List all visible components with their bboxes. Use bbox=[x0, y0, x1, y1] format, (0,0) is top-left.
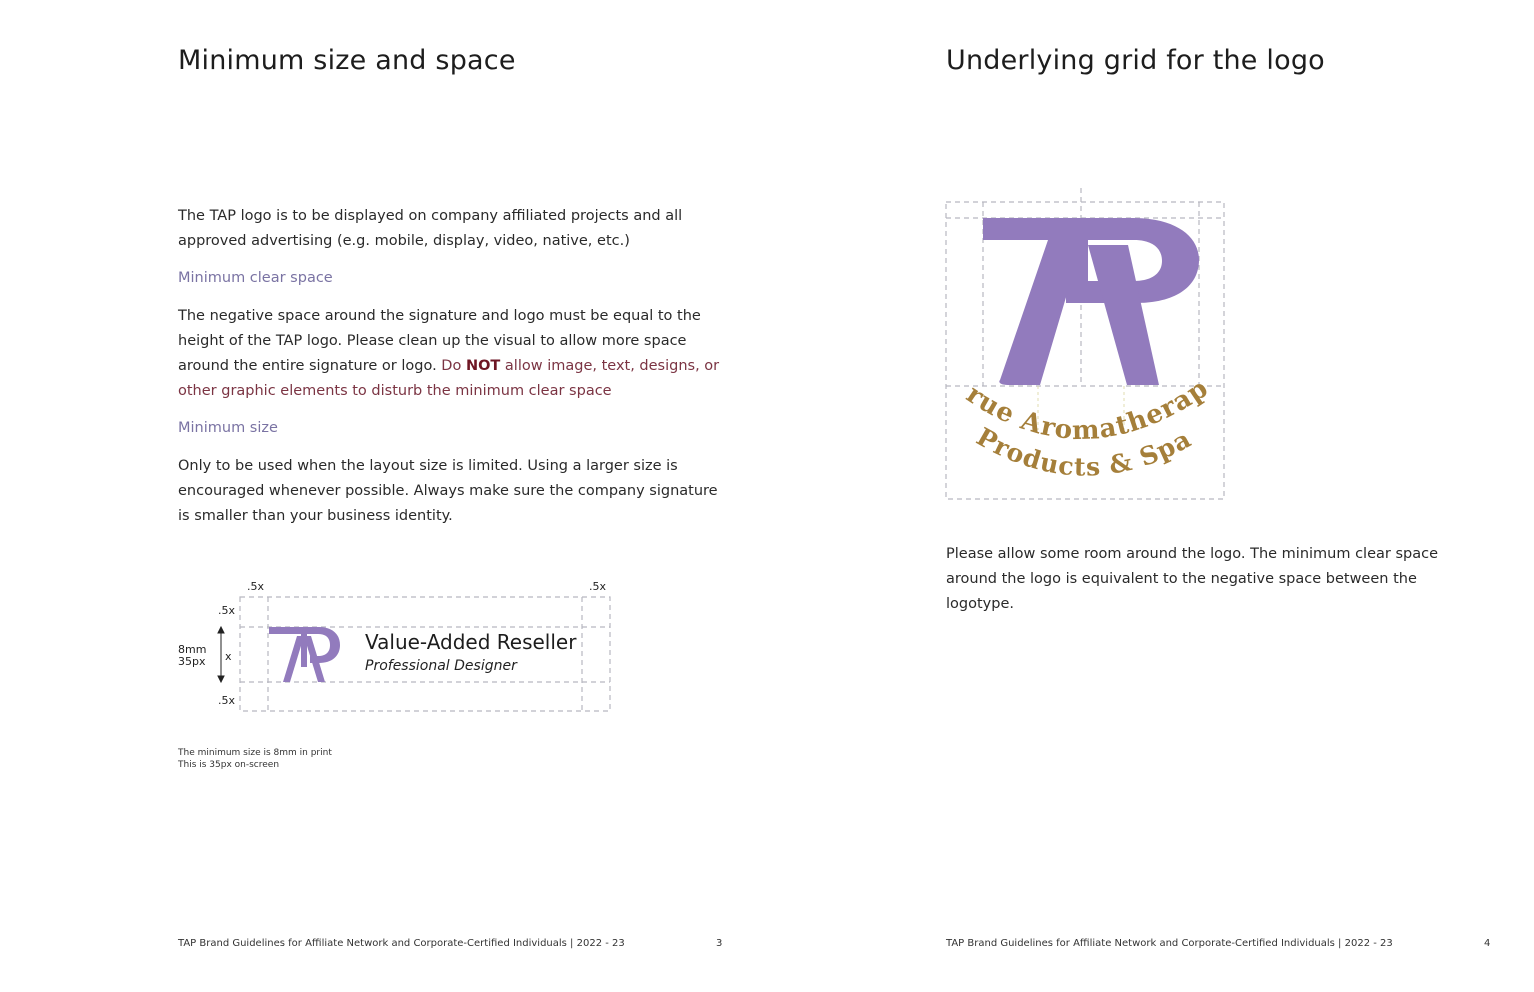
footer-text-right: TAP Brand Guidelines for Affiliate Network and Corporate-Certified Individuals | 2022 - 23 bbox=[946, 938, 1393, 949]
label-left-bottom: .5x bbox=[218, 694, 236, 707]
warning-do: Do bbox=[441, 358, 462, 374]
size-note-line1: The minimum size is 8mm in print bbox=[178, 748, 332, 758]
logo-text-line1: rue Aromatherap bbox=[960, 373, 1215, 447]
footer-text-left: TAP Brand Guidelines for Affiliate Network and Corporate-Certified Individuals | 2022 - 23 bbox=[178, 938, 625, 949]
warning-rest: allow image, text, designs, or other graphic elements to disturb the minimum clear space bbox=[178, 358, 720, 399]
signature-title: Professional Designer bbox=[365, 658, 517, 674]
page-title-left: Minimum size and space bbox=[178, 45, 516, 76]
page-number-right: 4 bbox=[1484, 938, 1491, 949]
clear-space-text: The negative space around the signature and logo must be equal to the height of the TAP logo. Please clean up the visual to allow more space around the entire signature or logo. bbox=[178, 308, 701, 374]
size-note-line2: This is 35px on-screen bbox=[178, 760, 280, 770]
min-size-paragraph: Only to be used when the layout size is limited. Using a larger size is encouraged whenever possible. Always make sure the company signature is smaller than your business identity. bbox=[178, 458, 718, 524]
label-top-right: .5x bbox=[589, 580, 607, 593]
logo-grid bbox=[938, 185, 1238, 510]
page-number-left: 3 bbox=[716, 938, 723, 949]
label-size-px: 35px bbox=[178, 655, 206, 668]
min-size-heading: Minimum size bbox=[178, 420, 278, 436]
min-size-diagram bbox=[170, 570, 630, 730]
dimension-arrow bbox=[218, 627, 224, 682]
grid-description: Please allow some room around the logo. The minimum clear space around the logo is equivalent to the negative space between the logotype. bbox=[946, 546, 1438, 612]
tap-logo-large bbox=[983, 218, 1199, 385]
tap-logo-small bbox=[269, 627, 340, 682]
size-note bbox=[178, 747, 332, 771]
warning-not: NOT bbox=[465, 358, 501, 374]
label-x: x bbox=[225, 650, 232, 663]
label-left-top: .5x bbox=[218, 604, 236, 617]
clear-space-heading: Minimum clear space bbox=[178, 270, 333, 286]
label-size-mm: 8mm bbox=[178, 643, 207, 656]
logo-grid-figure bbox=[938, 185, 1238, 510]
logo-text-line2: Products & Spa bbox=[971, 421, 1197, 482]
intro-paragraph: The TAP logo is to be displayed on company affiliated projects and all approved advertising (e.g. mobile, display, video, native, etc.) bbox=[178, 208, 683, 249]
label-top-left: .5x bbox=[247, 580, 265, 593]
signature-name: Value-Added Reseller bbox=[365, 630, 577, 654]
clear-space-paragraph bbox=[178, 304, 733, 404]
page-title-right: Underlying grid for the logo bbox=[946, 45, 1325, 76]
